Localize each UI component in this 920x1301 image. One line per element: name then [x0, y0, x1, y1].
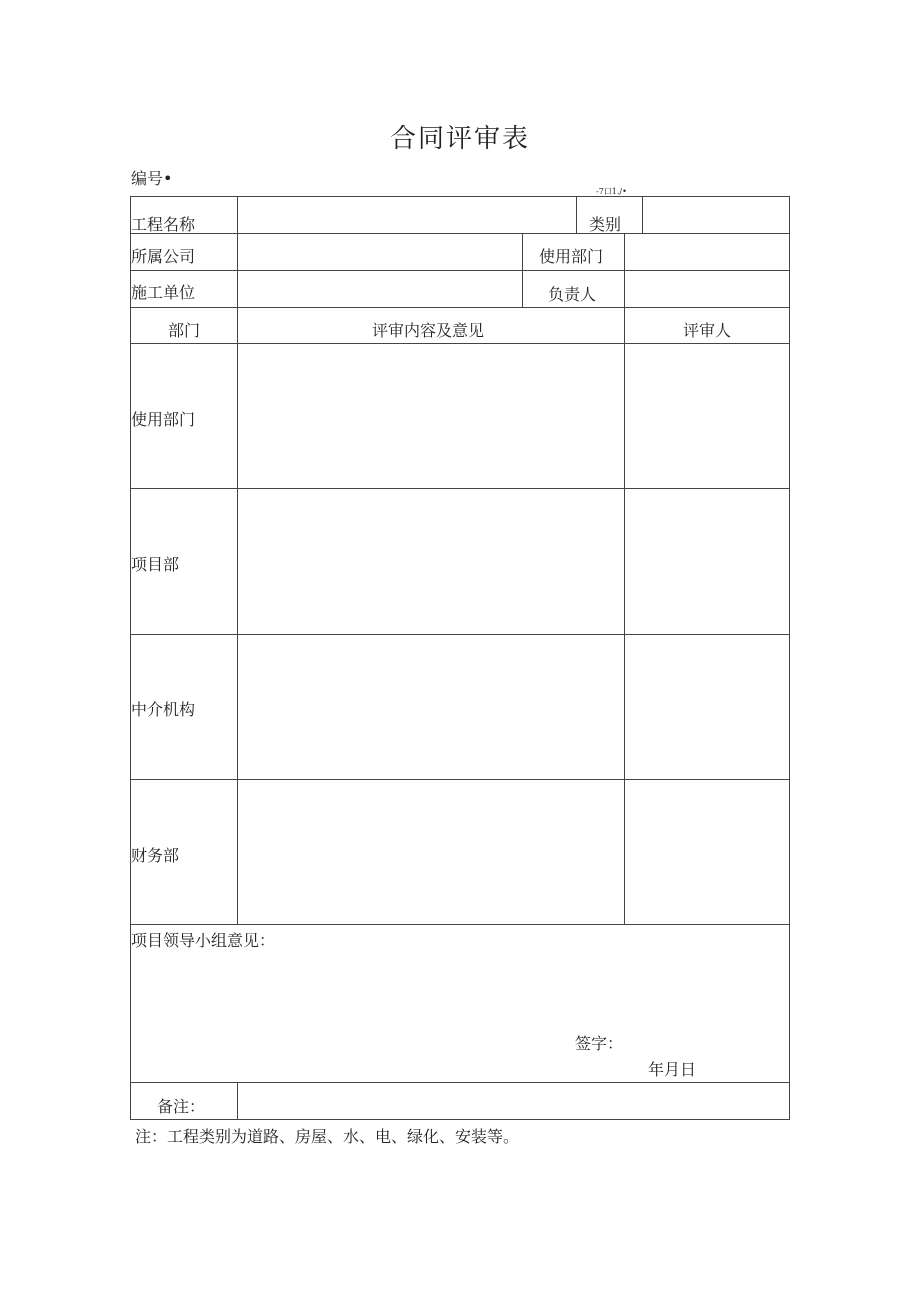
table-border-bottom [130, 1119, 790, 1120]
row-divider [130, 634, 790, 635]
company-label: 所属公司 [131, 247, 196, 266]
row-divider [130, 233, 790, 234]
corner-mark: -7口1./• [596, 187, 627, 196]
section-label: 项目部 [131, 555, 180, 574]
person-in-charge-label: 负责人 [548, 285, 597, 304]
remarks-label: 备注： [157, 1097, 206, 1116]
row-divider [130, 1082, 790, 1083]
column-divider [237, 1082, 238, 1120]
column-divider [522, 233, 523, 307]
category-label: 类别 [589, 215, 622, 234]
row-divider [130, 488, 790, 489]
row-divider [130, 307, 790, 308]
project-name-label: 工程名称 [131, 215, 196, 234]
header-reviewer: 评审人 [683, 321, 732, 340]
section-label: 中介机构 [131, 700, 196, 719]
row-divider [130, 270, 790, 271]
leadership-opinion-label: 项目领导小组意见： [131, 931, 276, 950]
header-dept: 部门 [168, 321, 201, 340]
section-label: 使用部门 [131, 410, 196, 429]
signature-label: 签字： [575, 1034, 624, 1053]
table-border-left [130, 196, 131, 1120]
column-divider [642, 196, 643, 233]
serial-number-label: 编号• [131, 169, 173, 188]
date-label: 年月日 [648, 1060, 697, 1079]
section-label: 财务部 [131, 846, 180, 865]
column-divider [576, 196, 577, 233]
row-divider [130, 343, 790, 344]
using-dept-label: 使用部门 [539, 247, 604, 266]
page-title: 合同评审表 [389, 124, 530, 154]
row-divider [130, 924, 790, 925]
table-border-right [789, 196, 790, 1120]
column-divider [624, 233, 625, 925]
row-divider [130, 779, 790, 780]
column-divider [237, 196, 238, 925]
footnote: 注：工程类别为道路、房屋、水、电、绿化、安装等。 [135, 1127, 520, 1146]
construction-unit-label: 施工单位 [131, 283, 196, 302]
table-border-top [130, 196, 790, 197]
header-content: 评审内容及意见 [372, 321, 485, 340]
